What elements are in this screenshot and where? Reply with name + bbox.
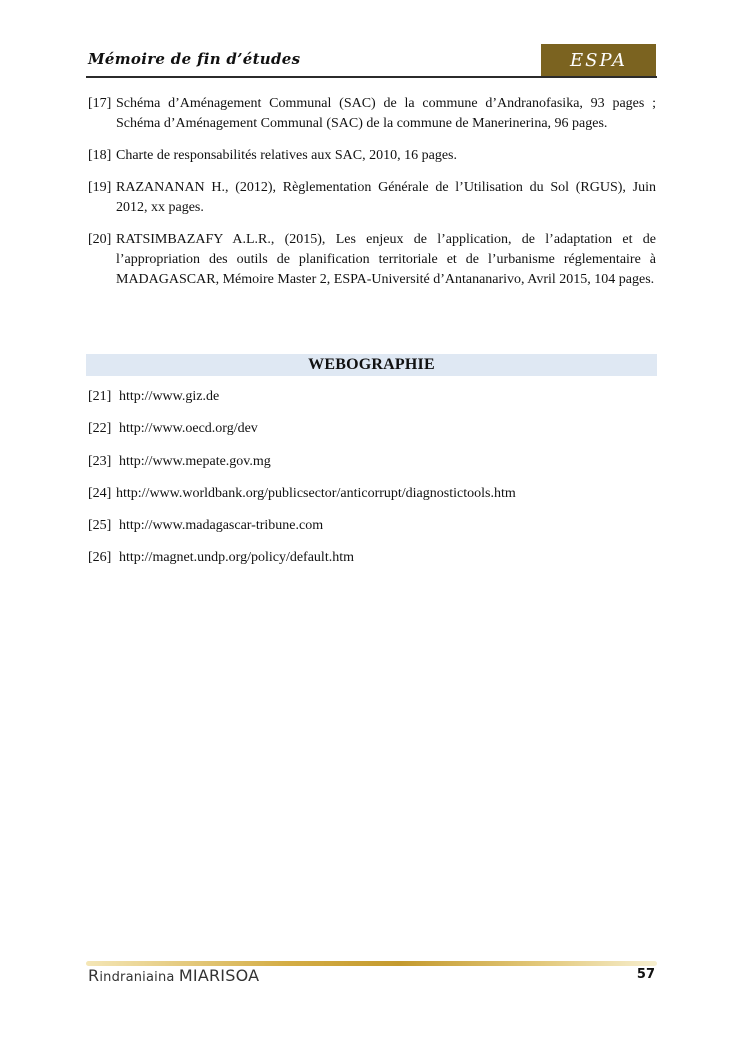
document-title: Mémoire de fin d’études (88, 50, 301, 68)
webographie-heading: WEBOGRAPHIE (86, 354, 657, 376)
weblink-item (88, 452, 656, 472)
weblink-url[interactable]: http://magnet.undp.org/policy/default.htm (119, 550, 354, 566)
weblink-item (88, 419, 656, 439)
reference-number: [17] (88, 96, 112, 111)
reference-item (88, 230, 656, 290)
page-number: 57 (636, 967, 655, 982)
reference-item (88, 146, 656, 166)
weblink-url[interactable]: http://www.giz.de (119, 389, 220, 404)
weblink-url[interactable]: http://www.madagascar-tribune.com (119, 518, 324, 534)
weblink-number: [22] (88, 421, 112, 437)
author-name (88, 966, 259, 985)
weblink-number: [26] (88, 550, 112, 566)
weblink-number: [21] (88, 389, 112, 404)
reference-item (88, 178, 656, 218)
weblink-url[interactable]: http://www.worldbank.org/publicsector/anticorrupt/diagnostictools.htm (116, 485, 516, 501)
header-divider (86, 76, 657, 78)
weblink-number: [24] (88, 485, 112, 501)
weblink-item (88, 387, 656, 407)
weblink-item (88, 516, 656, 536)
reference-number: [18] (88, 148, 112, 163)
weblink-number: [23] (88, 453, 112, 469)
reference-text: Schéma d’Aménagement Communal (SAC) de la commune d’Andranofasika, 93 pages ; Schéma d’Aménagement Communal (SAC) de la commune de Manerinerina, 96 pages. (116, 96, 656, 131)
reference-item (88, 94, 656, 134)
reference-number: [19] (88, 180, 112, 195)
author-first-initial: R (88, 966, 100, 985)
weblink-number: [25] (88, 518, 112, 534)
weblink-item (88, 484, 656, 504)
reference-text: RATSIMBAZAFY A.L.R., (2015), Les enjeux de l’application, de l’adaptation et de l’appropriation des outils de planification territoriale et de l’urbanisme réglementaire à MADAGASCAR, Mémoire Master 2, ESPA-Université d’Antananarivo, Avril 2015, 104 pages. (116, 232, 656, 287)
weblink-item (88, 548, 656, 568)
school-badge: ESPA (541, 44, 656, 76)
weblink-url[interactable]: http://www.oecd.org/dev (119, 421, 258, 437)
reference-text: Charte de responsabilités relatives aux SAC, 2010, 16 pages. (116, 148, 457, 163)
weblink-url[interactable]: http://www.mepate.gov.mg (119, 453, 271, 469)
bibliography-list (88, 94, 656, 302)
webographie-list (88, 387, 656, 581)
author-last-name: MIARISOA (178, 966, 260, 985)
author-first-rest: indraniaina (99, 970, 179, 985)
reference-text: RAZANANAN H., (2012), Règlementation Générale de l’Utilisation du Sol (RGUS), Juin 2012, xx pages. (116, 180, 656, 215)
reference-number: [20] (88, 232, 112, 247)
